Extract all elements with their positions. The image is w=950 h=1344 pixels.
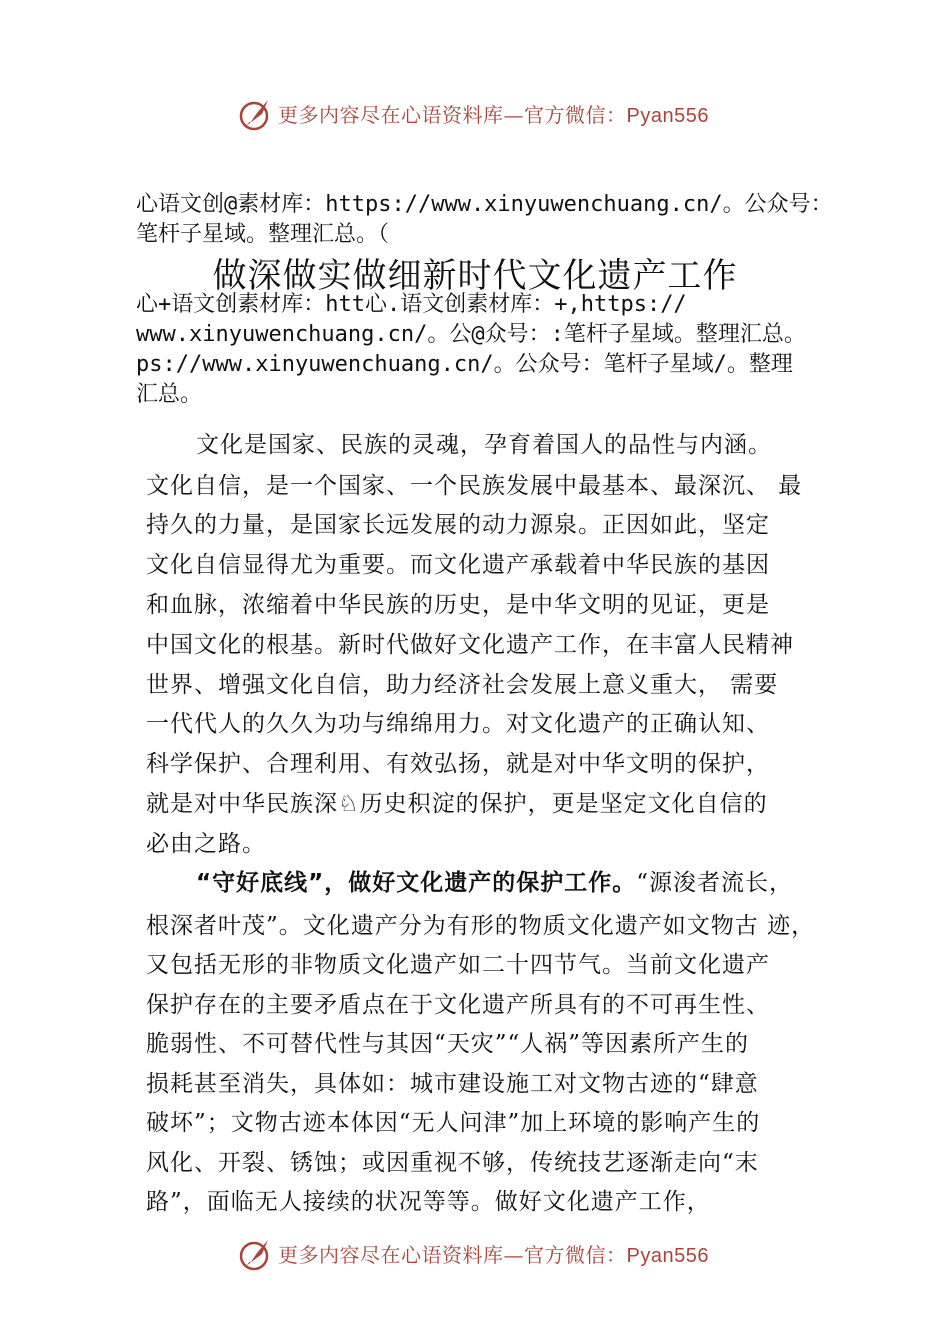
- paragraph-line: 中国文化的根基。新时代做好文化遗产工作，在丰富人民精神: [146, 632, 794, 658]
- quill-logo-icon: [238, 96, 274, 132]
- paragraph-line: 根深者叶茂”。文化遗产分为有形的物质文化遗产如文物古 迹，: [146, 913, 816, 939]
- paragraph-line: 文化自信显得尤为重要。而文化遗产承载着中华民族的基因: [146, 552, 770, 578]
- banner-text: 更多内容尽在心语资料库—官方微信：Pyan556: [278, 103, 709, 127]
- footer-banner: [0, 1234, 950, 1274]
- source-line-4: www.xinyuwenchuang.cn/。公@众号：:笔杆子星域。整理汇总。: [136, 322, 806, 347]
- paragraph-line: 科学保护、合理利用、有效弘扬，就是对中华文明的保护，: [146, 751, 770, 777]
- paragraph-line: 世界、增强文化自信，助力经济社会发展上意义重大， 需要: [146, 672, 779, 698]
- paragraph-line: 损耗甚至消失，具体如：城市建设施工对文物古迹的“肆意: [146, 1071, 759, 1097]
- paragraph-line: 就是对中华民族深♘历史积淀的保护，更是坚定文化自信的: [146, 791, 768, 817]
- source-line-6: 汇总。: [136, 382, 203, 407]
- paragraph-line: 文化是国家、民族的灵魂，孕育着国人的品性与内涵。: [196, 432, 772, 458]
- paragraph-lead-line: [196, 868, 793, 898]
- paragraph-line: 持久的力量，是国家长远发展的动力源泉。正因如此，坚定: [146, 512, 770, 538]
- source-line-5: ps://www.xinyuwenchuang.cn/。公众号：笔杆子星域/。整理: [136, 352, 793, 377]
- banner-text: 更多内容尽在心语资料库—官方微信：Pyan556: [278, 1243, 709, 1267]
- paragraph-line: 必由之路。: [146, 831, 266, 857]
- source-line-2: 笔杆子星域。整理汇总。（: [136, 222, 390, 247]
- paragraph-line: 路”，面临无人接续的状况等等。做好文化遗产工作，: [146, 1189, 711, 1215]
- quill-logo-icon: [238, 1236, 274, 1272]
- paragraph-line: 风化、开裂、锈蚀；或因重视不够，传统技艺逐渐走向“末: [146, 1150, 759, 1176]
- paragraph-line: 文化自信，是一个国家、一个民族发展中最基本、最深沉、 最: [146, 473, 803, 499]
- lead-quote: “源浚者流长，: [636, 870, 793, 896]
- paragraph-line: 又包括无形的非物质文化遗产如二十四节气。当前文化遗产: [146, 952, 770, 978]
- page-title: 做深做实做细新时代文化遗产工作: [212, 256, 738, 296]
- source-line-3: 心+语文创素材库：htt心.语文创素材库：+,https://: [136, 292, 687, 317]
- paragraph-line: 保护存在的主要矛盾点在于文化遗产所具有的不可再生性、: [146, 992, 770, 1018]
- paragraph-line: 一代代人的久久为功与绵绵用力。对文化遗产的正确认知、: [146, 711, 770, 737]
- section-heading: “守好底线”，做好文化遗产的保护工作。: [196, 870, 637, 896]
- source-line-1: 心语文创@素材库：https://www.xinyuwenchuang.cn/。公众号：: [136, 192, 833, 217]
- wechat-id: Pyan556: [626, 1245, 709, 1267]
- paragraph-line: 破坏”；文物古迹本体因“无人问津”加上环境的影响产生的: [146, 1110, 761, 1136]
- header-banner: [0, 94, 950, 134]
- wechat-id: Pyan556: [626, 105, 709, 127]
- paragraph-line: 脆弱性、不可替代性与其因“天灾”“人祸”等因素所产生的: [146, 1031, 750, 1057]
- paragraph-line: 和血脉，浓缩着中华民族的历史，是中华文明的见证，更是: [146, 592, 770, 618]
